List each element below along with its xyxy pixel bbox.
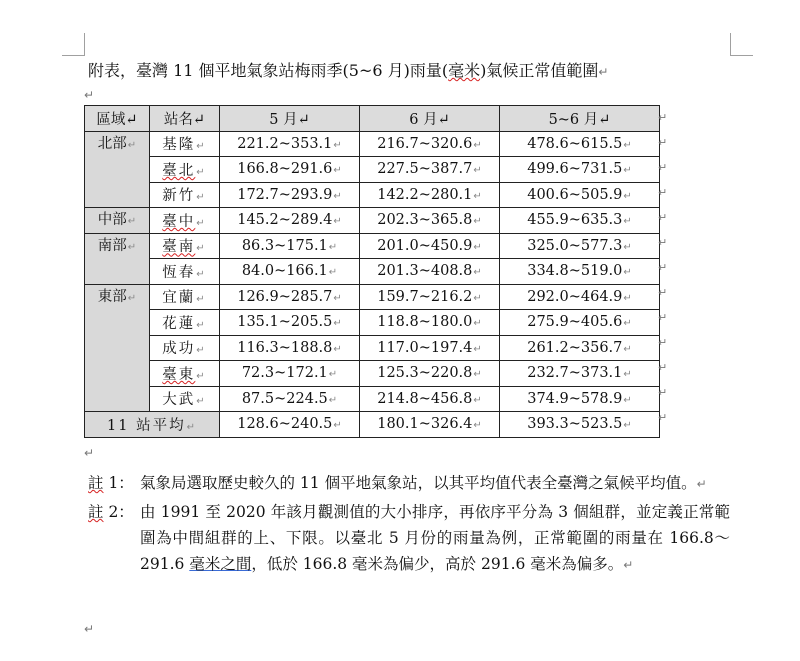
may-cell: 86.3~175.1↵ — [220, 233, 360, 259]
row-end-mark: ↵ — [658, 261, 668, 274]
table-row — [85, 208, 660, 234]
paragraph-mark: ↵ — [84, 88, 95, 102]
june-cell: 216.7~320.6↵ — [360, 131, 500, 157]
row-end-mark: ↵ — [658, 186, 668, 199]
header-region: 區域↵ — [85, 106, 150, 132]
may-cell: 87.5~224.5↵ — [220, 386, 360, 412]
total-cell: 232.7~373.1↵ — [500, 361, 660, 387]
total-cell: 374.9~578.9↵ — [500, 386, 660, 412]
june-cell: 202.3~365.8↵ — [360, 208, 500, 234]
header-may-june: 5~6 月↵ — [500, 106, 660, 132]
june-cell: 201.0~450.9↵ — [360, 233, 500, 259]
june-cell: 142.2~280.1↵ — [360, 182, 500, 208]
note-2-label: 註 2： — [88, 503, 134, 521]
average-row — [85, 412, 660, 438]
total-cell: 334.8~519.0↵ — [500, 259, 660, 285]
row-end-mark: ↵ — [658, 136, 668, 149]
may-cell: 166.8~291.6↵ — [220, 157, 360, 183]
header-station: 站名↵ — [150, 106, 220, 132]
row-end-mark: ↵ — [658, 336, 668, 349]
total-cell: 292.0~464.9↵ — [500, 284, 660, 310]
may-cell: 84.0~166.1↵ — [220, 259, 360, 285]
station-cell: 新竹↵ — [150, 182, 220, 208]
table-row — [85, 259, 660, 285]
note-1-label: 註 1： — [88, 474, 134, 492]
station-cell: 臺中↵ — [150, 208, 220, 234]
row-end-mark: ↵ — [658, 161, 668, 174]
station-cell: 花蓮↵ — [150, 310, 220, 336]
may-cell: 135.1~205.5↵ — [220, 310, 360, 336]
may-cell: 126.9~285.7↵ — [220, 284, 360, 310]
table-row — [85, 131, 660, 157]
region-east: 東部↵ — [85, 284, 150, 412]
row-end-mark: ↵ — [658, 211, 668, 224]
may-cell: 72.3~172.1↵ — [220, 361, 360, 387]
note-1-text: 氣象局選取歷史較久的 11 個平地氣象站，以其平均值代表全臺灣之氣候平均值。↵ — [140, 474, 707, 492]
june-cell: 201.3~408.8↵ — [360, 259, 500, 285]
june-cell: 159.7~216.2↵ — [360, 284, 500, 310]
june-cell: 214.8~456.8↵ — [360, 386, 500, 412]
total-cell: 393.3~523.5↵ — [500, 412, 660, 438]
paragraph-mark: ↵ — [84, 446, 95, 460]
region-north: 北部↵ — [85, 131, 150, 208]
paragraph-mark: ↵ — [84, 622, 95, 636]
total-cell: 261.2~356.7↵ — [500, 335, 660, 361]
may-cell: 145.2~289.4↵ — [220, 208, 360, 234]
margin-corner-top-left — [62, 33, 85, 56]
station-cell: 宜蘭↵ — [150, 284, 220, 310]
notes-section — [88, 470, 730, 580]
table-row — [85, 182, 660, 208]
table-row — [85, 335, 660, 361]
caption-unit: 毫米 — [448, 61, 481, 80]
row-end-mark: ↵ — [658, 386, 668, 399]
total-cell: 325.0~577.3↵ — [500, 233, 660, 259]
caption-suffix: )氣候正常值範圍 — [480, 61, 599, 80]
table-row — [85, 361, 660, 387]
row-end-mark: ↵ — [658, 236, 668, 249]
total-cell: 499.6~731.5↵ — [500, 157, 660, 183]
header-june: 6 月↵ — [360, 106, 500, 132]
total-cell: 478.6~615.5↵ — [500, 131, 660, 157]
row-end-mark: ↵ — [658, 111, 668, 124]
row-end-mark: ↵ — [658, 311, 668, 324]
caption-prefix: 附表，臺灣 11 個平地氣象站梅雨季(5~6 月)雨量( — [88, 61, 449, 80]
total-cell: 275.9~405.6↵ — [500, 310, 660, 336]
total-cell: 400.6~505.9↵ — [500, 182, 660, 208]
may-cell: 221.2~353.1↵ — [220, 131, 360, 157]
row-end-mark: ↵ — [658, 361, 668, 374]
june-cell: 118.8~180.0↵ — [360, 310, 500, 336]
table-row — [85, 284, 660, 310]
row-end-mark: ↵ — [658, 286, 668, 299]
station-cell: 成功↵ — [150, 335, 220, 361]
table-row — [85, 310, 660, 336]
margin-corner-top-right — [730, 33, 753, 56]
note-2-text: 由 1991 至 2020 年該月觀測值的大小排序，再依序平分為 3 個組群，並定義正常範圍為中間組群的上、下限。以臺北 5 月份的雨量為例，正常範圍的雨量在 166.8～291.6 毫米之間，低於 166.8 毫米為偏少，高於 291.6 毫米為偏多。↵ — [140, 503, 730, 573]
station-cell: 臺北↵ — [150, 157, 220, 183]
total-cell: 455.9~635.3↵ — [500, 208, 660, 234]
june-cell: 180.1~326.4↵ — [360, 412, 500, 438]
may-cell: 116.3~188.8↵ — [220, 335, 360, 361]
may-cell: 128.6~240.5↵ — [220, 412, 360, 438]
rainfall-table — [84, 105, 660, 438]
station-cell: 臺南↵ — [150, 233, 220, 259]
june-cell: 125.3~220.8↵ — [360, 361, 500, 387]
may-cell: 172.7~293.9↵ — [220, 182, 360, 208]
region-south: 南部↵ — [85, 233, 150, 284]
june-cell: 117.0~197.4↵ — [360, 335, 500, 361]
table-row — [85, 386, 660, 412]
row-end-mark: ↵ — [658, 411, 668, 424]
table-row — [85, 157, 660, 183]
table-row — [85, 233, 660, 259]
station-cell: 基隆↵ — [150, 131, 220, 157]
station-cell: 大武↵ — [150, 386, 220, 412]
note-1 — [88, 470, 730, 497]
table-caption — [88, 58, 608, 81]
station-cell: 恆春↵ — [150, 259, 220, 285]
region-central: 中部↵ — [85, 208, 150, 234]
paragraph-mark: ↵ — [598, 65, 609, 79]
header-may: 5 月↵ — [220, 106, 360, 132]
june-cell: 227.5~387.7↵ — [360, 157, 500, 183]
station-cell: 臺東↵ — [150, 361, 220, 387]
table-header-row — [85, 106, 660, 132]
average-label: 11 站平均↵ — [85, 412, 220, 438]
note-2 — [88, 499, 730, 578]
